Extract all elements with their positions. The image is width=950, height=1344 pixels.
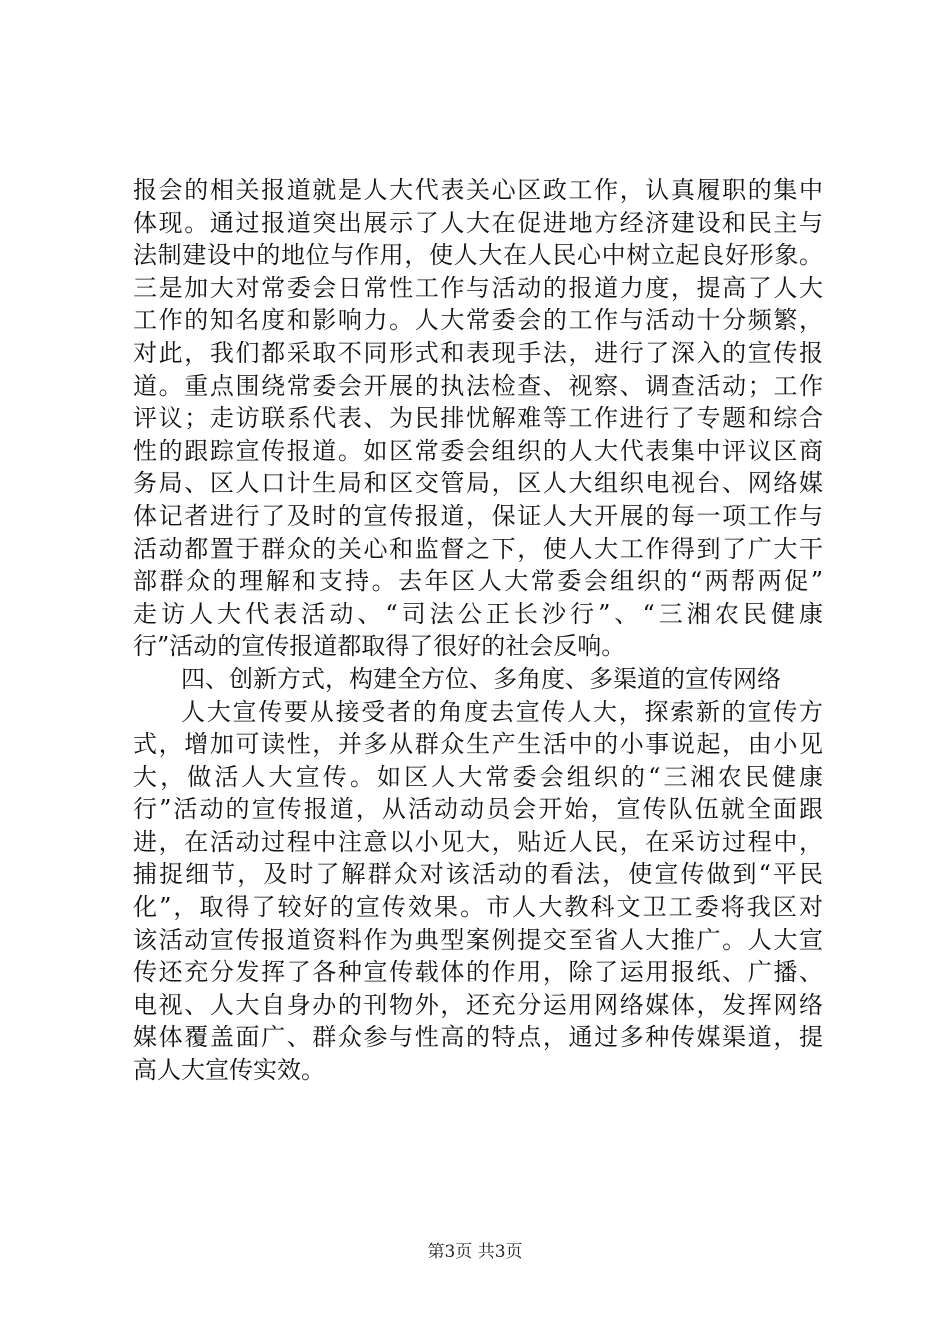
- body-line: 性的跟踪宣传报道。如区常委会组织的人大代表集中评议区商: [133, 436, 823, 465]
- body-line: 行”活动的宣传报道都取得了很好的社会反响。: [133, 632, 626, 661]
- body-line: 进，在活动过程中注意以小见大，贴近人民，在采访过程中，: [133, 827, 823, 856]
- body-line: 传还充分发挥了各种宣传载体的作用，除了运用报纸、广播、: [133, 958, 823, 987]
- body-line: 该活动宣传报道资料作为典型案例提交至省人大推广。人大宣: [133, 925, 823, 954]
- body-line: 活动都置于群众的关心和监督之下，使人大工作得到了广大干: [133, 534, 823, 563]
- body-line: 道。重点围绕常委会开展的执法检查、视察、调查活动；工作: [133, 371, 823, 400]
- body-line: 报会的相关报道就是人大代表关心区政工作，认真履职的集中: [133, 176, 823, 204]
- body-line: 走访人大代表活动、“司法公正长沙行”、“三湘农民健康: [133, 599, 823, 628]
- document-body: [133, 174, 823, 1087]
- page-number-footer: 第3页 共3页: [427, 1242, 523, 1262]
- body-line: 行”活动的宣传报道，从活动动员会开始，宣传队伍就全面跟: [133, 795, 823, 824]
- body-line: 人大宣传要从接受者的角度去宣传人大，探索新的宣传方: [181, 697, 823, 726]
- body-line: 体记者进行了及时的宣传报道，保证人大开展的每一项工作与: [133, 501, 823, 530]
- body-line: 捕捉细节，及时了解群众对该活动的看法，使宣传做到“平民: [133, 860, 823, 889]
- body-line: 法制建设中的地位与作用，使人大在人民心中树立起良好形象。: [133, 241, 823, 270]
- body-line: 大，做活人大宣传。如区人大常委会组织的“三湘农民健康: [133, 762, 823, 791]
- body-line: 部群众的理解和支持。去年区人大常委会组织的“两帮两促”: [133, 567, 823, 596]
- body-line: 对此，我们都采取不同形式和表现手法，进行了深入的宣传报: [133, 338, 823, 367]
- body-line: 体现。通过报道突出展示了人大在促进地方经济建设和民主与: [133, 208, 823, 237]
- section-heading: 四、创新方式，构建全方位、多角度、多渠道的宣传网络: [181, 664, 781, 693]
- body-line: 式，增加可读性，并多从群众生产生活中的小事说起，由小见: [133, 730, 823, 759]
- body-line: 化”，取得了较好的宣传效果。市人大教科文卫工委将我区对: [133, 893, 823, 922]
- body-line: 三是加大对常委会日常性工作与活动的报道力度，提高了人大: [133, 273, 823, 302]
- body-line: 高人大宣传实效。: [133, 1056, 325, 1085]
- body-line: 评议；走访联系代表、为民排忧解难等工作进行了专题和综合: [133, 404, 823, 433]
- body-line: 电视、人大自身办的刊物外，还充分运用网络媒体，发挥网络: [133, 990, 823, 1019]
- body-line: 务局、区人口计生局和区交管局，区人大组织电视台、网络媒: [133, 469, 823, 498]
- body-line: 工作的知名度和影响力。人大常委会的工作与活动十分频繁，: [133, 306, 823, 335]
- body-line: 媒体覆盖面广、群众参与性高的特点，通过多种传媒渠道，提: [133, 1023, 823, 1052]
